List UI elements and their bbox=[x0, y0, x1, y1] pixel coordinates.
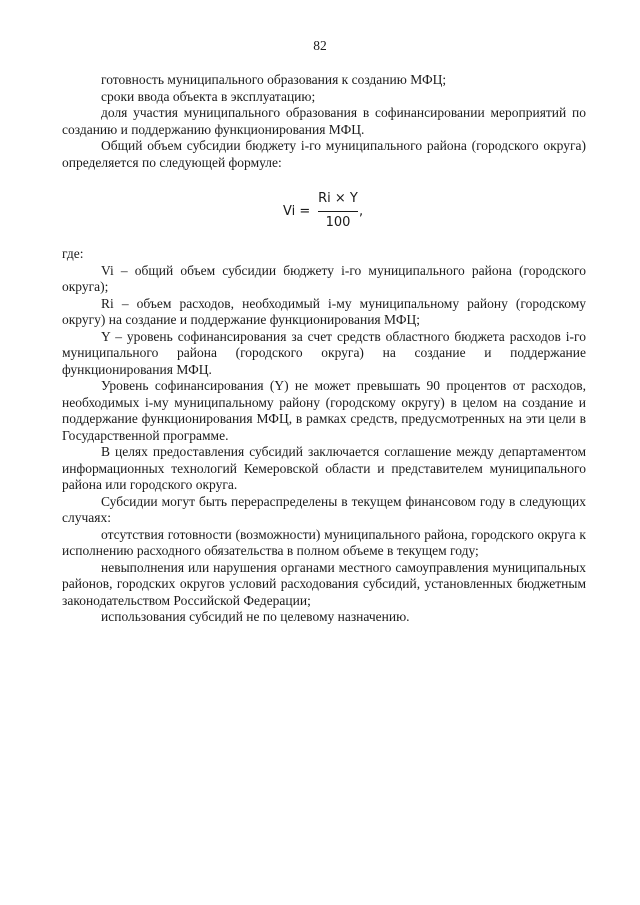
formula-comma: , bbox=[359, 204, 364, 219]
formula-lhs: Vi = bbox=[283, 204, 311, 219]
formula-fraction bbox=[318, 191, 358, 235]
paragraph-redistribution-intro: Субсидии могут быть перераспределены в текущем финансовом году в следующих случаях: bbox=[62, 493, 586, 525]
paragraph-readiness: готовность муниципального образования к созданию МФЦ; bbox=[101, 72, 447, 87]
paragraph-cofinancing-limit: Уровень софинансирования (Y) не может превышать 90 процентов от расходов, необходимых i-му муниципальному району (городскому округу) в целом на создание и поддержание функционирования МФЦ, в рамках средств, предусмотренных на эти цели в Государственной программе. bbox=[62, 378, 586, 443]
subsidy-formula bbox=[0, 191, 640, 235]
formula-fraction-bar bbox=[318, 211, 358, 212]
formula-numerator: Ri × Y bbox=[318, 191, 358, 206]
definition-ri: Ri – объем расходов, необходимый i-му муниципальному району (городскому округу) на создание и поддержание функционирования МФЦ; bbox=[62, 295, 586, 327]
page-number: 82 bbox=[313, 38, 327, 53]
text-block-definitions bbox=[62, 246, 586, 626]
paragraph-subsidy-total-intro: Общий объем субсидии бюджету i-го муниципального района (городского округа) определяется по следующей формуле: bbox=[62, 138, 586, 170]
where-label: где: bbox=[62, 246, 84, 261]
case-not-ready: отсутствия готовности (возможности) муниципального района, городского округа к исполнению расходного обязательства в полном объеме в текущем году; bbox=[62, 526, 586, 558]
paragraph-cofinancing-share: доля участия муниципального образования в софинансировании мероприятий по созданию и поддержанию функционирования МФЦ. bbox=[62, 105, 586, 137]
case-misuse: использования субсидий не по целевому назначению. bbox=[101, 609, 410, 624]
case-conditions-violated: невыполнения или нарушения органами местного самоуправления муниципальных районов, городских округов условий расходования субсидий, установленных бюджетным законодательством Российской Федерации; bbox=[62, 559, 586, 608]
paragraph-commissioning-dates: сроки ввода объекта в эксплуатацию; bbox=[101, 88, 316, 104]
definition-y: Y – уровень софинансирования за счет средств областного бюджета расходов i-го муниципального района (городского округа) на создание и поддержание функционирования МФЦ. bbox=[62, 328, 586, 377]
formula-denominator: 100 bbox=[325, 215, 351, 230]
definition-vi: Vi – общий объем субсидии бюджету i-го муниципального района (городского округа); bbox=[62, 262, 586, 294]
text-block-intro bbox=[62, 72, 586, 171]
paragraph-agreement: В целях предоставления субсидий заключается соглашение между департаментом информационных технологий Кемеровской области и представителем муниципального района или городского округа. bbox=[62, 444, 586, 492]
